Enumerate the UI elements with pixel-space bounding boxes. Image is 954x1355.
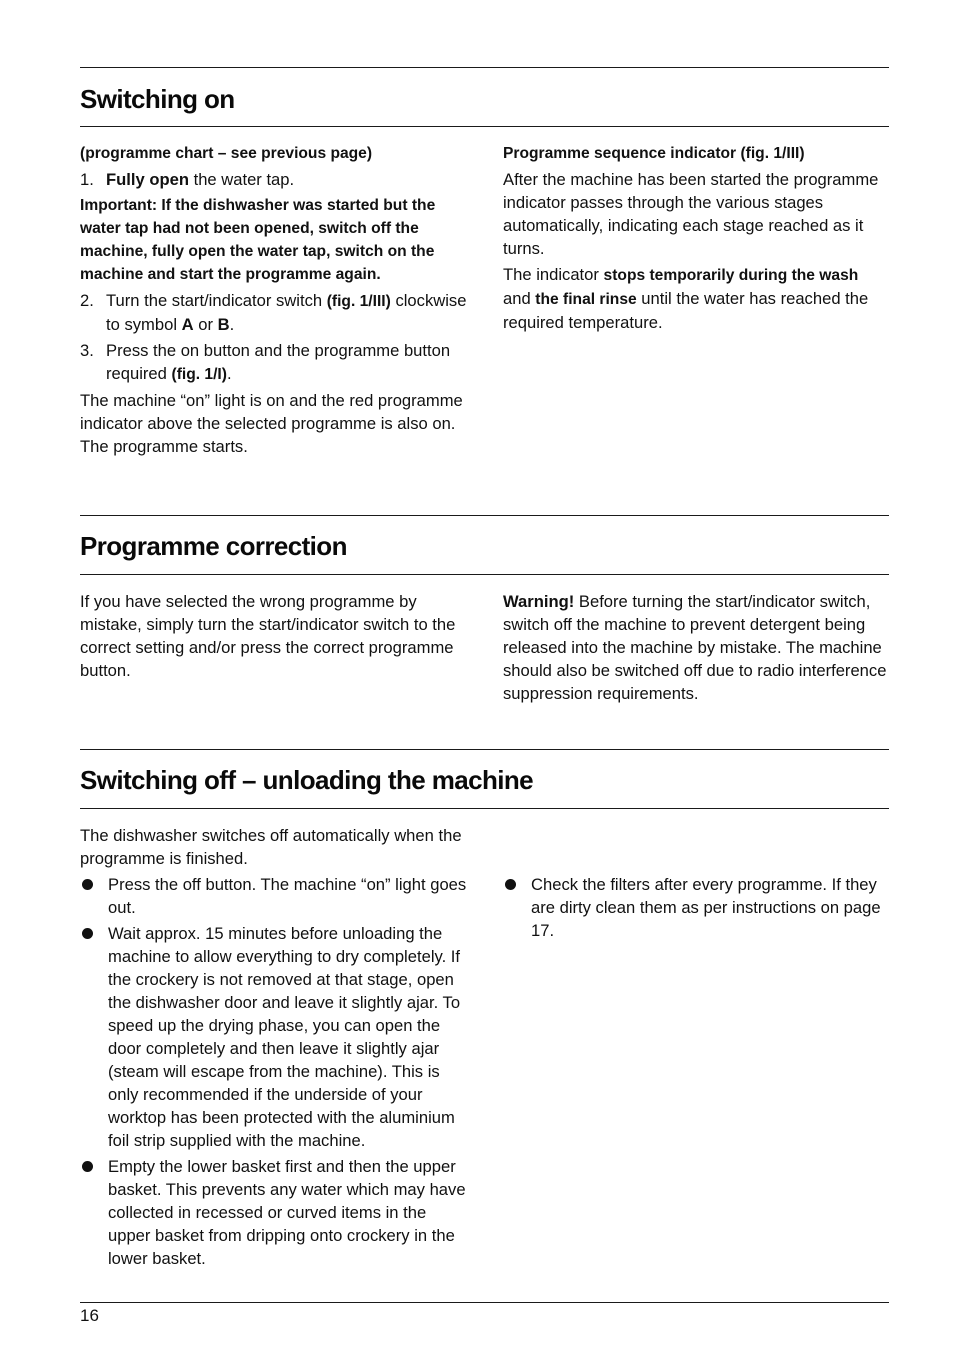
page-number: 16 bbox=[80, 1306, 99, 1325]
bullet-icon bbox=[505, 879, 516, 890]
correction-text: If you have selected the wrong programme by mistake, simply turn the start/indicator switch to the correct setting and/or press the correct programme button. bbox=[80, 592, 456, 680]
section-title-switching-on: Switching on bbox=[80, 84, 235, 114]
bullet-item: Empty the lower basket first and then the upper basket. This prevents any water which may have collected in recessed or curved items in the upper basket from dripping onto crockery in the lower basket. bbox=[80, 1155, 470, 1270]
sequence-indicator-text: After the machine has been started the programme indicator passes through the various stages automatically, indicating each stage reached as it turns. bbox=[503, 170, 879, 258]
important-note: Important: If the dishwasher was started but the water tap had not been opened, switch off the machine, fully open the water tap, switch on the machine and start the programme again. bbox=[80, 197, 436, 283]
sequence-indicator-heading: Programme sequence indicator (fig. 1/III) bbox=[503, 145, 805, 162]
switching-off-right-column bbox=[503, 873, 889, 945]
step-3-followup: The machine “on” light is on and the red programme indicator above the selected programme is also on. The programme starts. bbox=[80, 391, 463, 456]
step-2: 2. Turn the start/indicator switch (fig. 1/III) clockwise to symbol A or B. bbox=[80, 291, 467, 334]
step-1: 1. Fully open the water tap. bbox=[80, 170, 295, 189]
switching-off-left-column bbox=[80, 824, 470, 1273]
bullet-icon bbox=[82, 928, 93, 939]
bottom-rule bbox=[80, 1302, 889, 1303]
indicator-stops-text: The indicator stops temporarily during the wash and the final rinse until the water has reached the required temperature. bbox=[503, 265, 869, 332]
programme-correction-left bbox=[80, 590, 470, 685]
section-rule bbox=[80, 126, 889, 127]
programme-chart-note: (programme chart – see previous page) bbox=[80, 145, 373, 162]
section-title-programme-correction: Programme correction bbox=[80, 531, 347, 561]
programme-correction-right bbox=[503, 590, 893, 708]
section-title-switching-off: Switching off – unloading the machine bbox=[80, 765, 534, 795]
bullet-item: Check the filters after every programme. If they are dirty clean them as per instructions on page 17. bbox=[503, 873, 889, 942]
switching-on-left-column bbox=[80, 142, 470, 461]
section-rule bbox=[80, 515, 889, 516]
section-rule bbox=[80, 808, 889, 809]
section-rule bbox=[80, 749, 889, 750]
bullet-item: Press the off button. The machine “on” light goes out. bbox=[80, 873, 470, 919]
bullet-icon bbox=[82, 879, 93, 890]
switching-on-right-column bbox=[503, 142, 889, 337]
section-rule bbox=[80, 574, 889, 575]
warning-text: Warning! Before turning the start/indicator switch, switch off the machine to prevent detergent being released into the machine by mistake. The machine should also be switched off due to radio interference suppression requirements. bbox=[503, 592, 887, 703]
bullet-item: Wait approx. 15 minutes before unloading the machine to allow everything to dry completely. If the crockery is not removed at that stage, open the dishwasher door and leave it slightly ajar. To speed up the drying phase, you can open the door completely and then leave it slightly ajar (steam will escape from the machine). This is only recommended if the underside of your worktop has been protected with the aluminium foil strip supplied with the machine. bbox=[80, 922, 470, 1152]
step-3: 3. Press the on button and the programme button required (fig. 1/I). bbox=[80, 341, 451, 383]
top-rule bbox=[80, 67, 889, 68]
bullet-icon bbox=[82, 1161, 93, 1172]
switch-off-intro: The dishwasher switches off automatically when the programme is finished. bbox=[80, 826, 462, 868]
